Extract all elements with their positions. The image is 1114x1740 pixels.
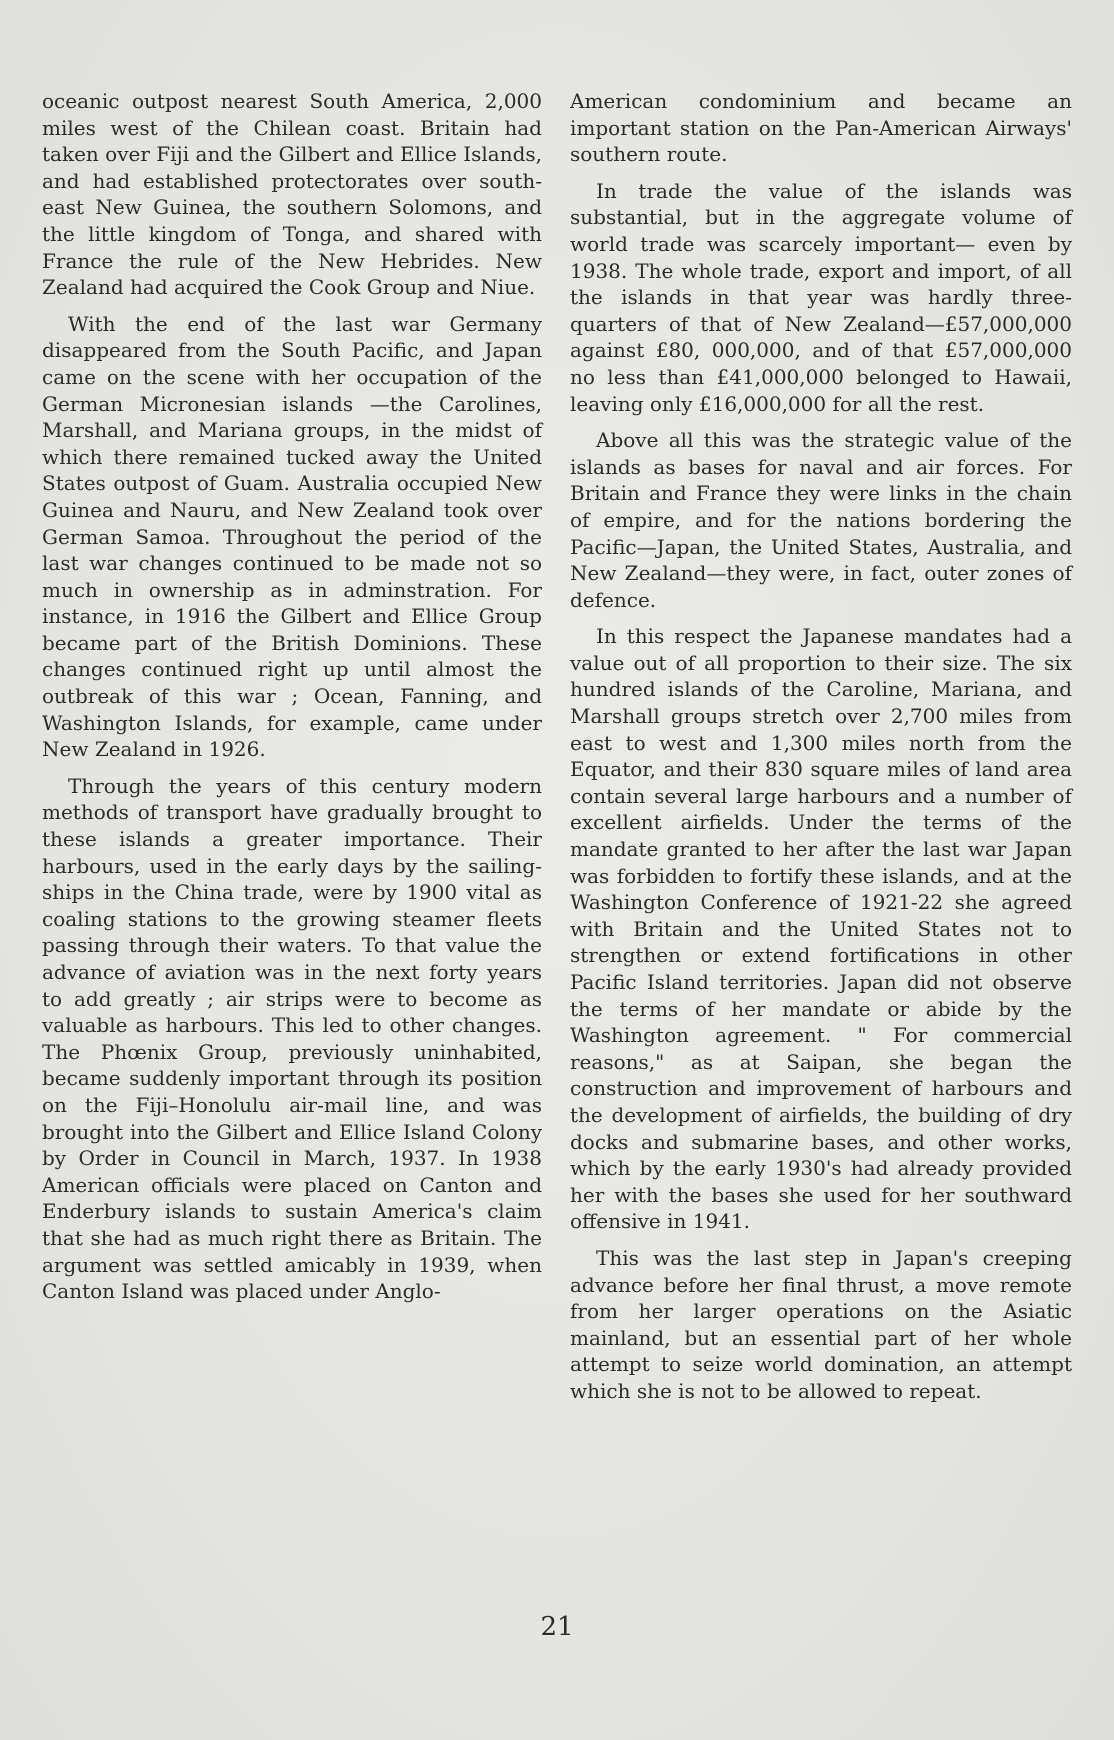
left-column <box>42 88 542 1315</box>
paragraph: In this respect the Japanese mandates had a value out of all proportion to their size. The six hundred islands of the Caroline, Mariana, and Marshall groups stretch over 2,700 miles from east to west and 1,300 miles north from the Equator, and their 830 square miles of land area contain several large harbours and a number of excellent airfields. Under the terms of the mandate granted to her after the last war Japan was forbidden to fortify these islands, and at the Washington Conference of 1921-22 she agreed with Britain and the United States not to strengthen or extend fortifications in other Pacific Island territories. Japan did not observe the terms of her mandate or abide by the Washington agreement. " For commercial reasons," as at Saipan, she began the construction and improvement of harbours and the development of airfields, the building of dry docks and submarine bases, and other works, which by the early 1930's had already provided her with the bases she used for her southward offensive in 1941. <box>570 624 1072 1234</box>
right-column <box>570 88 1072 1415</box>
paragraph: With the end of the last war Germany disappeared from the South Pacific, and Japan came on the scene with her occupation of the German Micronesian islands —the Carolines, Marshall, and Mariana groups, in the midst of which there remained tucked away the United States outpost of Guam. Australia occupied New Guinea and Nauru, and New Zealand took over German Samoa. Throughout the period of the last war changes continued to be made not so much in ownership as in adminstration. For instance, in 1916 the Gilbert and Ellice Group became part of the British Dominions. These changes continued right up until almost the outbreak of this war ; Ocean, Fanning, and Washington Islands, for example, came under New Zealand in 1926. <box>42 311 542 762</box>
paragraph: American condominium and became an important station on the Pan-American Airways' southern route. <box>570 89 1072 167</box>
page-number: 21 <box>540 1612 574 1642</box>
paragraph: oceanic outpost nearest South America, 2,000 miles west of the Chilean coast. Britain had taken over Fiji and the Gilbert and Ellice Islands, and had established protectorates over south-east New Guinea, the southern Solomons, and the little kingdom of Tonga, and shared with France the rule of the New Hebrides. New Zealand had acquired the Cook Group and Niue. <box>42 89 542 300</box>
paragraph: In trade the value of the islands was substantial, but in the aggregate volume of world trade was scarcely important— even by 1938. The whole trade, export and import, of all the islands in that year was hardly three-quarters of that of New Zealand—£57,000,000 against £80, 000,000, and of that £57,000,000 no less than £41,000,000 belonged to Hawaii, leaving only £16,000,000 for all the rest. <box>570 178 1072 416</box>
paragraph: This was the last step in Japan's creeping advance before her final thrust, a move remote from her larger operations on the Asiatic mainland, but an essential part of her whole attempt to seize world domination, an attempt which she is not to be allowed to repeat. <box>570 1245 1072 1403</box>
paragraph: Above all this was the strategic value of the islands as bases for naval and air forces. For Britain and France they were links in the chain of empire, and for the nations bordering the Pacific—Japan, the United States, Australia, and New Zealand—they were, in fact, outer zones of defence. <box>570 428 1072 612</box>
paragraph: Through the years of this century modern methods of transport have gradually brought to these islands a greater importance. Their harbours, used in the early days by the sailing-ships in the China trade, were by 1900 vital as coaling stations to the growing steamer fleets passing through their waters. To that value the advance of aviation was in the next forty years to add greatly ; air strips were to become as valuable as harbours. This led to other changes. The Phœnix Group, previously uninhabited, became suddenly important through its position on the Fiji–Honolulu air-mail line, and was brought into the Gilbert and Ellice Island Colony by Order in Council in March, 1937. In 1938 American officials were placed on Canton and Enderbury islands to sustain America's claim that she had as much right there as Britain. The argument was settled amicably in 1939, when Canton Island was placed under Anglo- <box>42 773 542 1304</box>
